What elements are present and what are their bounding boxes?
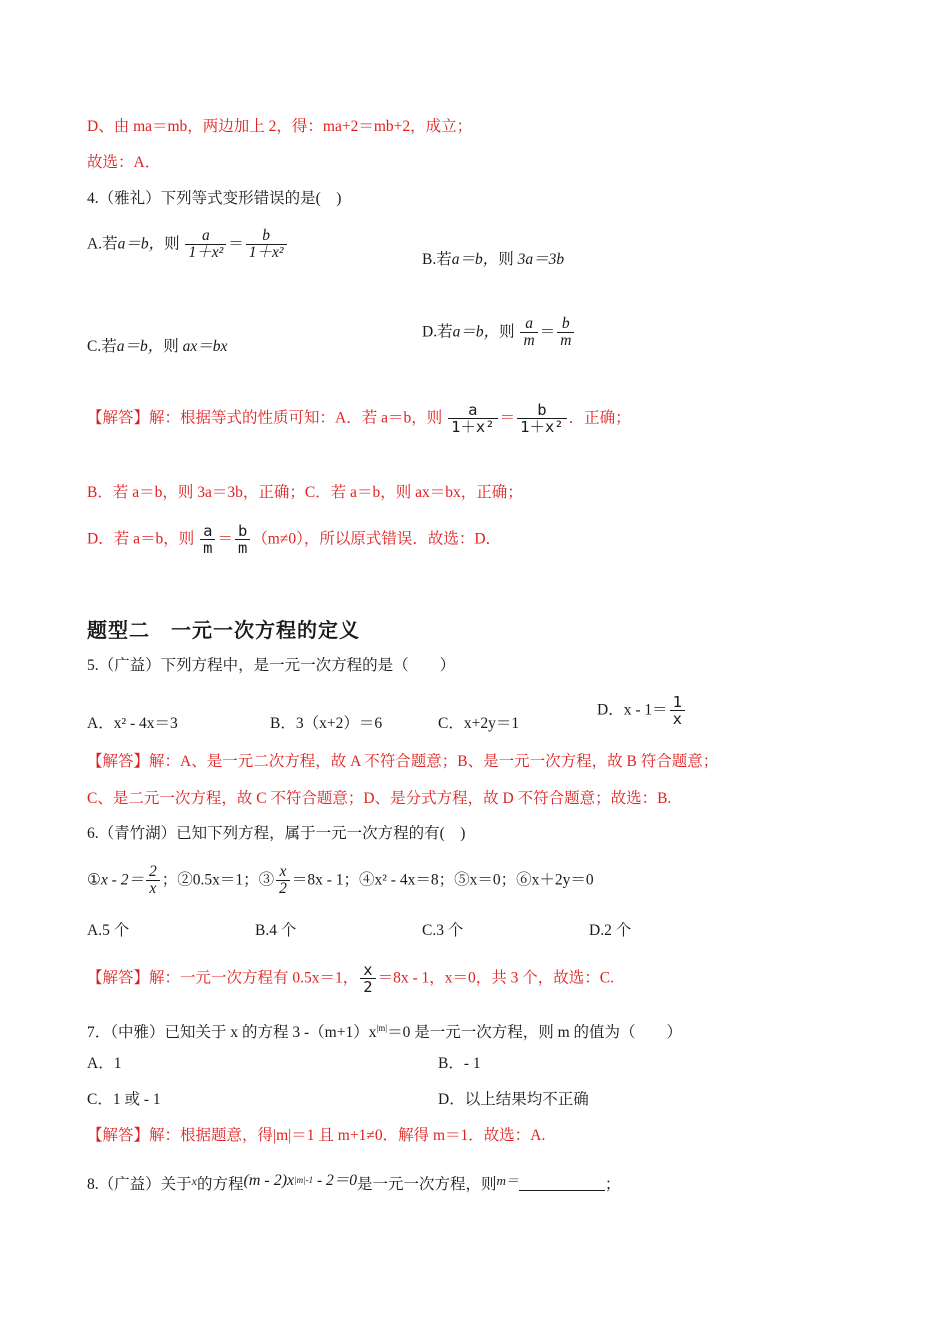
prev-answer-line-d: D、由 ma＝mb，两边加上 2，得：ma+2＝mb+2，成立；: [87, 118, 473, 135]
q4-d-fraction-right: $\frac{b}{m}$: [557, 316, 574, 350]
q5-answer-line1: 【解答】解：A、是一元二次方程，故 A 不符合题意；B、是一元一次方程，故 B 符合题意；: [87, 753, 719, 770]
q4-d-fraction-left: $\frac{a}{m}$: [520, 316, 537, 350]
q5-d-fraction: $\frac{1}{x}$: [670, 694, 685, 728]
q4-option-c: C.若a＝b，则 ax＝bx: [87, 338, 228, 355]
q5-option-c: C．x+2y＝1: [438, 715, 520, 732]
q6-option-b: B.4 个: [255, 922, 297, 939]
q5-answer-line2: C、是二元一次方程，故 C 不符合题意；D、是分式方程，故 D 不符合题意；故选：B.: [87, 790, 672, 807]
q5-stem: 5.（广益）下列方程中，是一元一次方程的是（ ）: [87, 657, 456, 674]
q6-eq3-fraction: $\frac{x}{2}$: [276, 864, 290, 898]
q6-option-d: D.2 个: [589, 922, 632, 939]
q4-answer-line2: B．若 a＝b，则 3a＝3b，正确；C．若 a＝b，则 ax＝bx，正确；: [87, 484, 523, 501]
q4-a-fraction-left: $\frac{a}{\text{1＋x²}}$: [185, 228, 226, 262]
q6-stem: 6.（青竹湖）已知下列方程，属于一元一次方程的有( ): [87, 825, 466, 842]
prev-answer-conclusion: 故选：A．: [87, 154, 161, 171]
q4-answer-line3: D．若 a＝b，则 $\frac{a}{m}$ ＝ $\frac{b}{m}$ （m≠0），所以原式错误．故选：D．: [87, 522, 502, 558]
q7-stem: 7．（中雅）已知关于 x 的方程 3 $-(m+1)x^{|m|}=0$ 是一元一次方程，则 m 的值为（ ）: [87, 1023, 683, 1042]
q5-option-a: A．x² - 4x＝3: [87, 715, 178, 732]
q7-option-a: A．1: [87, 1055, 122, 1072]
q4-answer-line1: 【解答】解：根据等式的性质可知：A．若 a＝b，则 $\frac{a}{\text{1＋x²}}$ ＝ $\frac{b}{\text{1＋x²}}$ ．正确；: [87, 401, 631, 437]
q5-option-b: B．3（x+2）＝6: [270, 715, 383, 732]
q6-equations: ①x - 2＝ $\frac{2}{x}$ ；②0.5x＝1；③ $\frac{x}{2}$ ＝8x - 1；④x² - 4x＝8；⑤x＝0；⑥x＋2y＝0: [87, 863, 594, 898]
q7-option-d: D．以上结果均不正确: [438, 1091, 589, 1108]
q4-answer-fraction-d-left: $\frac{a}{m}$: [200, 523, 215, 557]
q6-answer: 【解答】解：一元一次方程有 0.5x＝1， $\frac{x}{2}$ ＝8x - 1，x＝0，共 3 个，故选：C.: [87, 961, 615, 997]
q8-stem: 8.（广益）关于$^x$的方程$(m - 2)x^{|m|-1} - 2=0$是一元一次方程，则$^{m=}$ ；: [87, 1172, 621, 1194]
q4-option-d: D.若a＝b，则 $\frac{a}{m}$ ＝ $\frac{b}{m}$: [422, 316, 576, 350]
q5-option-d: D．x - 1＝ $\frac{1}{x}$: [597, 694, 687, 728]
q6-option-a: A.5 个: [87, 922, 130, 939]
q4-option-b: B.若a＝b，则 3a＝3b: [422, 251, 565, 268]
q8-answer-blank[interactable]: [519, 1176, 605, 1191]
section-heading: 题型二 一元一次方程的定义: [87, 618, 360, 642]
q4-answer-fraction-right: $\frac{b}{\text{1＋x²}}$: [517, 402, 567, 436]
q6-answer-fraction: $\frac{x}{2}$: [360, 962, 375, 996]
q4-answer-fraction-left: $\frac{a}{\text{1＋x²}}$: [448, 402, 498, 436]
q7-option-c: C．1 或 - 1: [87, 1091, 161, 1108]
q4-option-a: A.若a＝b，则 $\frac{a}{\text{1＋x²}}$ ＝ $\frac{b}{\text{1＋x²}}$: [87, 228, 289, 262]
q7-answer: 【解答】解：根据题意，得|m|＝1 且 m+1≠0．解得 m＝1．故选：A.: [87, 1127, 546, 1144]
q6-option-c: C.3 个: [422, 922, 464, 939]
q7-option-b: B．- 1: [438, 1055, 481, 1072]
q4-stem: 4.（雅礼）下列等式变形错误的是( ): [87, 190, 342, 207]
q6-eq1-fraction: $\frac{2}{x}$: [146, 864, 160, 898]
q4-answer-fraction-d-right: $\frac{b}{m}$: [235, 523, 250, 557]
q4-a-fraction-right: $\frac{b}{\text{1＋x²}}$: [246, 228, 287, 262]
